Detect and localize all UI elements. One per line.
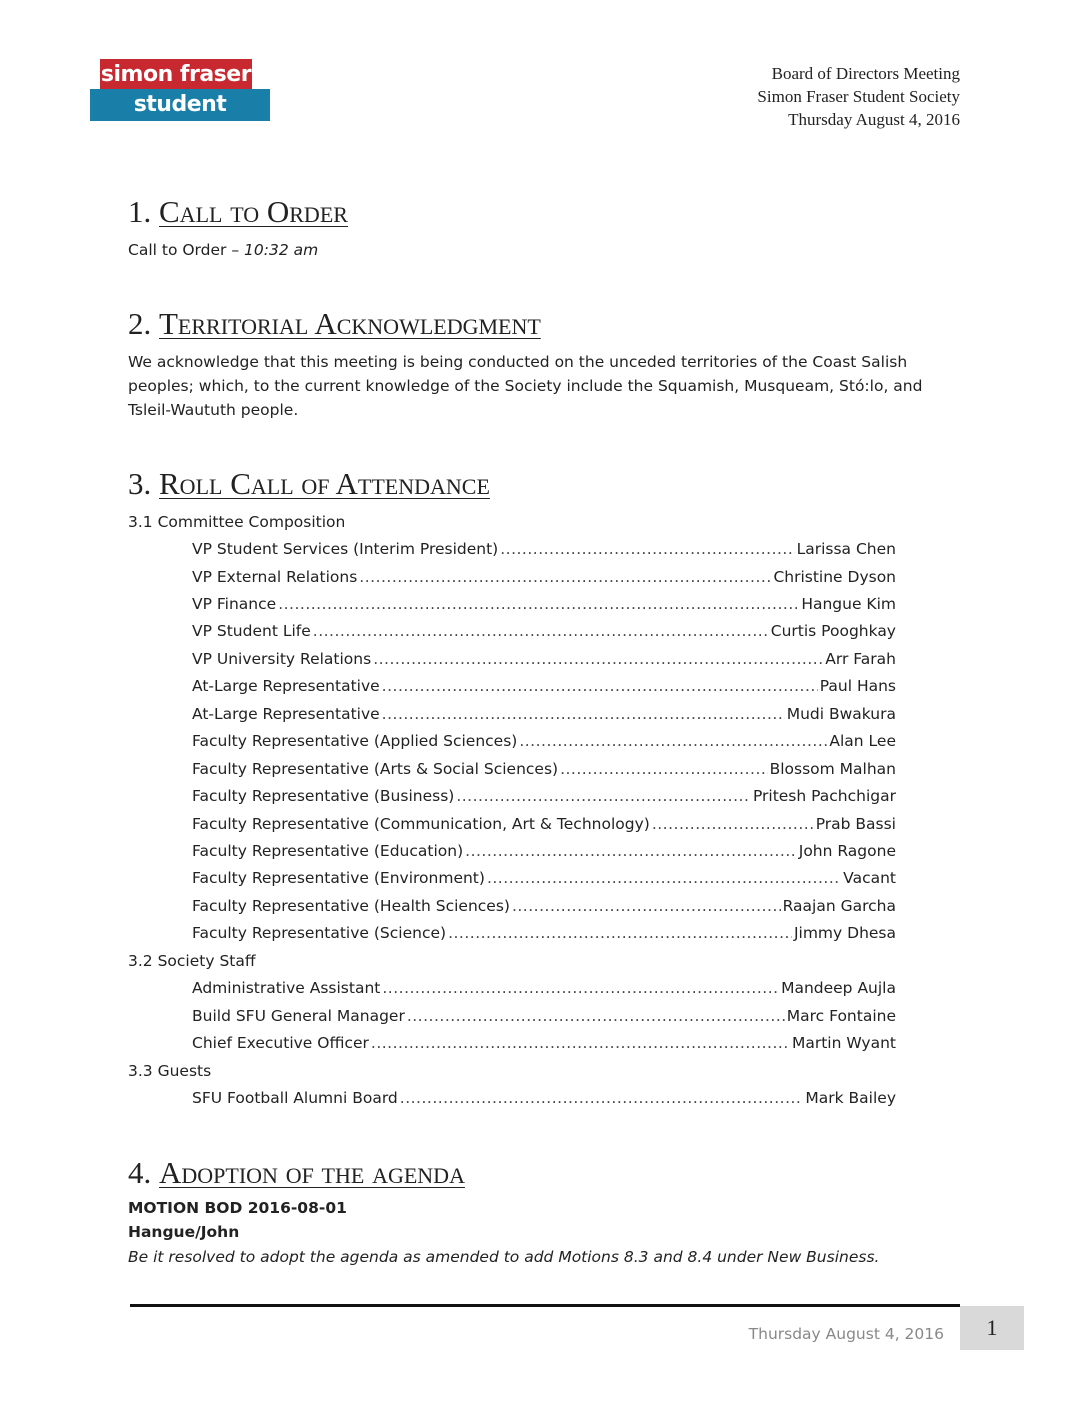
roll-row	[192, 677, 896, 699]
motion-resolution: Be it resolved to adopt the agenda as amended to add Motions 8.3 and 8.4 under New Business.	[128, 1248, 880, 1266]
roll-role: Chief Executive Officer	[192, 1034, 369, 1052]
dot-leader	[371, 1034, 790, 1052]
society-staff-subheading: 3.2 Society Staff	[128, 952, 256, 970]
roll-row	[192, 595, 896, 617]
roll-row	[192, 622, 896, 644]
roll-name: Hangue Kim	[801, 595, 896, 613]
dot-leader	[407, 1007, 785, 1025]
logo-line-1: simon fraser	[100, 59, 252, 91]
roll-name: Prab Bassi	[815, 815, 896, 833]
motion-id: MOTION BOD 2016-08-01	[128, 1199, 347, 1217]
roll-role: VP Finance	[192, 595, 277, 613]
roll-row	[192, 1034, 896, 1056]
roll-role: Faculty Representative (Communication, Art & Technology)	[192, 815, 650, 833]
roll-row	[192, 869, 896, 891]
roll-role: VP Student Services (Interim President)	[192, 540, 499, 558]
dot-leader	[652, 815, 814, 833]
roll-role: At-Large Representative	[192, 705, 380, 723]
guests-subheading: 3.3 Guests	[128, 1062, 212, 1080]
roll-name: Mark Bailey	[805, 1089, 896, 1107]
roll-row	[192, 732, 896, 754]
section-3-title: Roll Call of Attendance	[159, 466, 490, 501]
dot-leader	[500, 540, 794, 558]
roll-name: Jimmy Dhesa	[793, 924, 896, 942]
roll-name: Mandeep Aujla	[781, 979, 896, 997]
roll-row	[192, 650, 896, 672]
roll-role: Build SFU General Manager	[192, 1007, 405, 1025]
header-date: Thursday August 4, 2016	[788, 110, 960, 129]
motion-movers: Hangue/John	[128, 1223, 240, 1241]
roll-name: Curtis Pooghkay	[770, 622, 896, 640]
sfss-logo	[90, 59, 272, 149]
roll-row	[192, 760, 896, 782]
section-1-number: 1.	[128, 194, 159, 229]
roll-name: Mudi Bwakura	[786, 705, 896, 723]
roll-role: VP University Relations	[192, 650, 372, 668]
roll-name: Marc Fontaine	[786, 1007, 896, 1025]
roll-row	[192, 540, 896, 562]
section-2-heading	[128, 306, 541, 342]
dot-leader	[382, 979, 779, 997]
footer-date: Thursday August 4, 2016	[748, 1325, 944, 1343]
call-to-order-line	[128, 238, 968, 262]
roll-role: Faculty Representative (Education)	[192, 842, 464, 860]
roll-row	[192, 815, 896, 837]
section-3-heading	[128, 466, 490, 502]
dot-leader	[373, 650, 823, 668]
roll-name: John Ragone	[798, 842, 896, 860]
roll-name: Alan Lee	[829, 732, 896, 750]
section-3-number: 3.	[128, 466, 159, 501]
roll-name: Raajan Garcha	[782, 897, 896, 915]
roll-row	[192, 705, 896, 727]
roll-name: Christine Dyson	[773, 568, 896, 586]
roll-row	[192, 842, 896, 864]
roll-name: Larissa Chen	[796, 540, 896, 558]
roll-role: VP External Relations	[192, 568, 358, 586]
roll-name: Pritesh Pachchigar	[752, 787, 896, 805]
dot-leader	[400, 1089, 804, 1107]
roll-role: Administrative Assistant	[192, 979, 381, 997]
roll-role: Faculty Representative (Science)	[192, 924, 447, 942]
roll-row	[192, 897, 896, 919]
roll-name: Martin Wyant	[791, 1034, 896, 1052]
dot-leader	[487, 869, 841, 887]
logo-line-2: student society	[90, 89, 270, 121]
roll-role: At-Large Representative	[192, 677, 380, 695]
territorial-acknowledgment-paragraph: We acknowledge that this meeting is being conducted on the unceded territories of the Coast Salish peoples; which, to the current knowledge of the Society include the Squamish, Musqueam, Stó:lo, and Tsleil-Waututh people.	[128, 353, 923, 419]
roll-name: Vacant	[843, 869, 896, 887]
document-header	[757, 62, 960, 131]
roll-row	[192, 787, 896, 809]
section-1-heading	[128, 194, 348, 230]
committee-composition-subheading: 3.1 Committee Composition	[128, 513, 346, 531]
section-2-title: Territorial Acknowledgment	[159, 306, 541, 341]
roll-role: Faculty Representative (Health Sciences)	[192, 897, 510, 915]
dot-leader	[313, 622, 769, 640]
roll-role: Faculty Representative (Business)	[192, 787, 455, 805]
roll-row	[192, 1089, 896, 1111]
dot-leader	[278, 595, 799, 613]
header-meeting-name: Board of Directors Meeting	[771, 64, 960, 83]
roll-name: Blossom Malhan	[769, 760, 896, 778]
dot-leader	[512, 897, 781, 915]
dot-leader	[448, 924, 792, 942]
section-4-heading	[128, 1155, 465, 1191]
roll-name: Paul Hans	[819, 677, 896, 695]
roll-row	[192, 979, 896, 1001]
section-4-title: Adoption of the agenda	[159, 1155, 465, 1190]
dot-leader	[465, 842, 797, 860]
dot-leader	[560, 760, 768, 778]
dot-leader	[519, 732, 827, 750]
roll-row	[192, 1007, 896, 1029]
header-organization: Simon Fraser Student Society	[757, 87, 960, 106]
roll-row	[192, 924, 896, 946]
dot-leader	[456, 787, 751, 805]
dot-leader	[382, 705, 785, 723]
section-2-number: 2.	[128, 306, 159, 341]
call-to-order-label: Call to Order –	[128, 241, 245, 259]
roll-role: Faculty Representative (Environment)	[192, 869, 485, 887]
roll-role: SFU Football Alumni Board	[192, 1089, 398, 1107]
page-number: 1	[960, 1306, 1024, 1350]
roll-role: Faculty Representative (Applied Sciences)	[192, 732, 518, 750]
roll-row	[192, 568, 896, 590]
dot-leader	[359, 568, 771, 586]
dot-leader	[382, 677, 818, 695]
roll-role: Faculty Representative (Arts & Social Sciences)	[192, 760, 559, 778]
roll-name: Arr Farah	[825, 650, 896, 668]
roll-role: VP Student Life	[192, 622, 311, 640]
footer-divider	[130, 1304, 960, 1307]
call-to-order-time: 10:32 am	[244, 241, 319, 259]
section-1-title: Call to Order	[159, 194, 348, 229]
section-4-number: 4.	[128, 1155, 159, 1190]
